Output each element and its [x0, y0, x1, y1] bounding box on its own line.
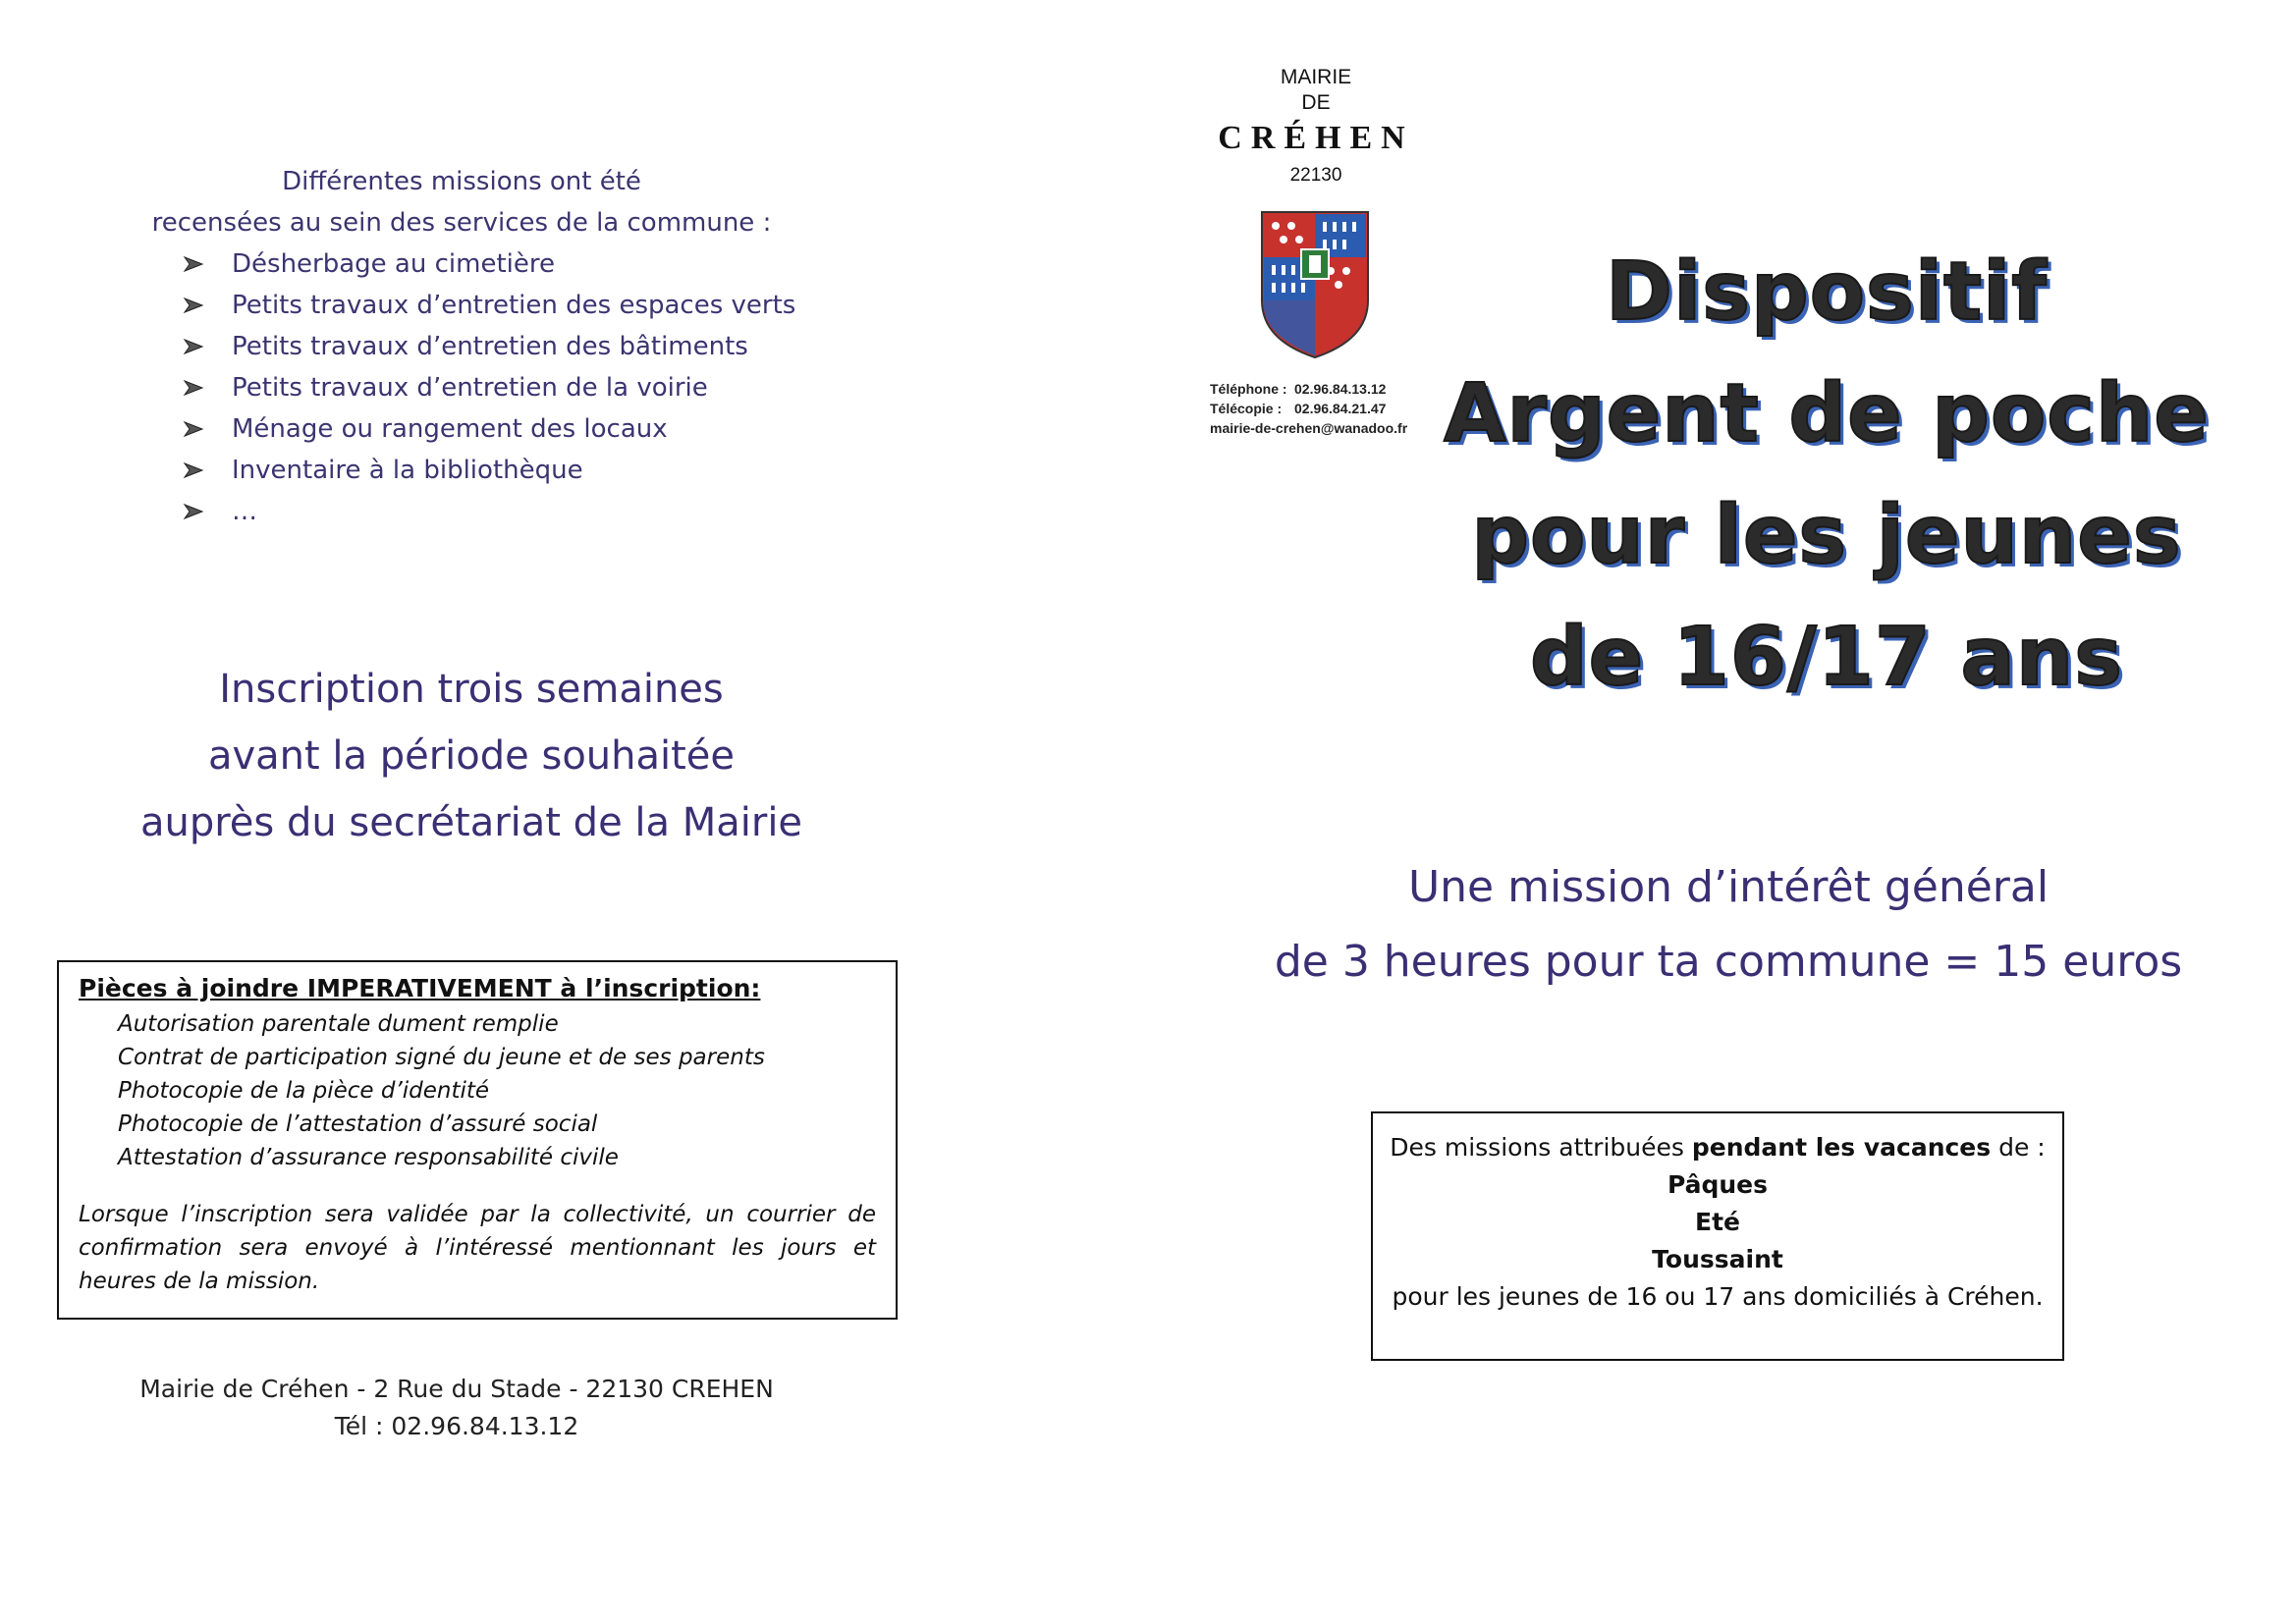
missions-intro-line: recensées au sein des services de la commune : [151, 208, 772, 238]
mairie-label: MAIRIE [1280, 66, 1352, 88]
postcode: 22130 [1289, 165, 1342, 186]
mission-label: … [232, 497, 257, 526]
list-item [183, 450, 795, 491]
mission-info-line: Une mission d’intérêt général [1407, 862, 2050, 912]
holidays-footer: pour les jeunes de 16 ou 17 ans domiciliés à Créhen. [1392, 1282, 2044, 1311]
arrow-bullet-icon [183, 338, 232, 355]
mairie-header [1178, 65, 1453, 190]
missions-intro [118, 161, 805, 243]
title-line: pour les jeunes [1471, 489, 2182, 582]
list-item: Attestation d’assurance responsabilité civile [118, 1145, 619, 1170]
mission-info-line: de 3 heures pour ta commune = 15 euros [1274, 937, 2183, 987]
holiday-period: Pâques [1667, 1170, 1769, 1199]
phone-row [1210, 379, 1426, 399]
title-line: de 16/17 ans [1529, 611, 2124, 704]
list-item [183, 285, 795, 326]
fax-number: 02.96.84.21.47 [1294, 401, 1387, 416]
holiday-period: Eté [1695, 1208, 1740, 1236]
phone-label: Téléphone : [1210, 381, 1287, 397]
list-item: Contrat de participation signé du jeune et de ses parents [118, 1045, 765, 1070]
email-address: mairie-de-crehen@wanadoo.fr [1210, 420, 1408, 436]
mission-label: Petits travaux d’entretien de la voirie [232, 373, 708, 403]
mission-label: Petits travaux d’entretien des bâtiments [232, 332, 748, 361]
list-item [183, 408, 795, 450]
phone-number: 02.96.84.13.12 [1294, 381, 1387, 397]
arrow-bullet-icon [183, 420, 232, 438]
mairie-de-label: DE [1301, 91, 1331, 114]
title-line: Dispositif [1606, 245, 2048, 339]
mairie-address [88, 1371, 825, 1445]
holidays-intro [1373, 1129, 2062, 1166]
inscription-line: auprès du secrétariat de la Mairie [139, 800, 803, 845]
fax-row [1210, 399, 1426, 418]
missions-intro-line: Différentes missions ont été [282, 167, 641, 196]
list-item [183, 367, 795, 408]
holidays-box [1371, 1111, 2064, 1361]
mission-label: Inventaire à la bibliothèque [232, 456, 583, 485]
inscription-line: Inscription trois semaines [219, 667, 724, 712]
arrow-bullet-icon [183, 503, 232, 520]
mission-label: Désherbage au cimetière [232, 249, 555, 279]
inscription-line: avant la période souhaitée [207, 733, 736, 779]
address-phone: Tél : 02.96.84.13.12 [334, 1412, 579, 1440]
mission-label: Ménage ou rangement des locaux [232, 414, 668, 444]
flyer-title [1444, 232, 2210, 719]
arrow-bullet-icon [183, 461, 232, 479]
confirmation-note: Lorsque l’inscription sera validée par la collectivité, un courrier de confirmation sera envoyé à l’intéressé mentionnant les jours et heures de la mission. [79, 1202, 876, 1294]
fax-label: Télécopie : [1210, 401, 1283, 416]
list-item [183, 326, 795, 367]
required-documents-box [57, 960, 898, 1320]
holiday-period: Toussaint [1652, 1245, 1783, 1273]
address-line: Mairie de Créhen - 2 Rue du Stade - 22130 CREHEN [139, 1375, 774, 1403]
arrow-bullet-icon [183, 297, 232, 314]
title-line: Argent de poche [1444, 367, 2210, 460]
holidays-intro-pre: Des missions attribuées [1390, 1133, 1692, 1162]
required-documents-title: Pièces à joindre IMPERATIVEMENT à l’inscription: [79, 974, 761, 1002]
list-item: Photocopie de l’attestation d’assuré social [118, 1111, 598, 1137]
list-item [183, 243, 795, 285]
list-item [183, 491, 795, 532]
required-documents-list [79, 1007, 876, 1174]
holidays-intro-post: de : [1991, 1133, 2046, 1162]
arrow-bullet-icon [183, 379, 232, 397]
mission-info [1237, 850, 2219, 1000]
holidays-intro-bold: pendant les vacances [1691, 1133, 1992, 1162]
arrow-bullet-icon [183, 255, 232, 273]
missions-list [183, 243, 795, 532]
coat-of-arms-icon [1260, 210, 1370, 364]
list-item: Autorisation parentale dument remplie [118, 1011, 559, 1037]
commune-name: CRÉHEN [1218, 120, 1414, 156]
list-item: Photocopie de la pièce d’identité [118, 1078, 490, 1104]
contact-block [1210, 379, 1426, 438]
mission-label: Petits travaux d’entretien des espaces verts [232, 291, 796, 320]
inscription-notice [88, 656, 854, 856]
